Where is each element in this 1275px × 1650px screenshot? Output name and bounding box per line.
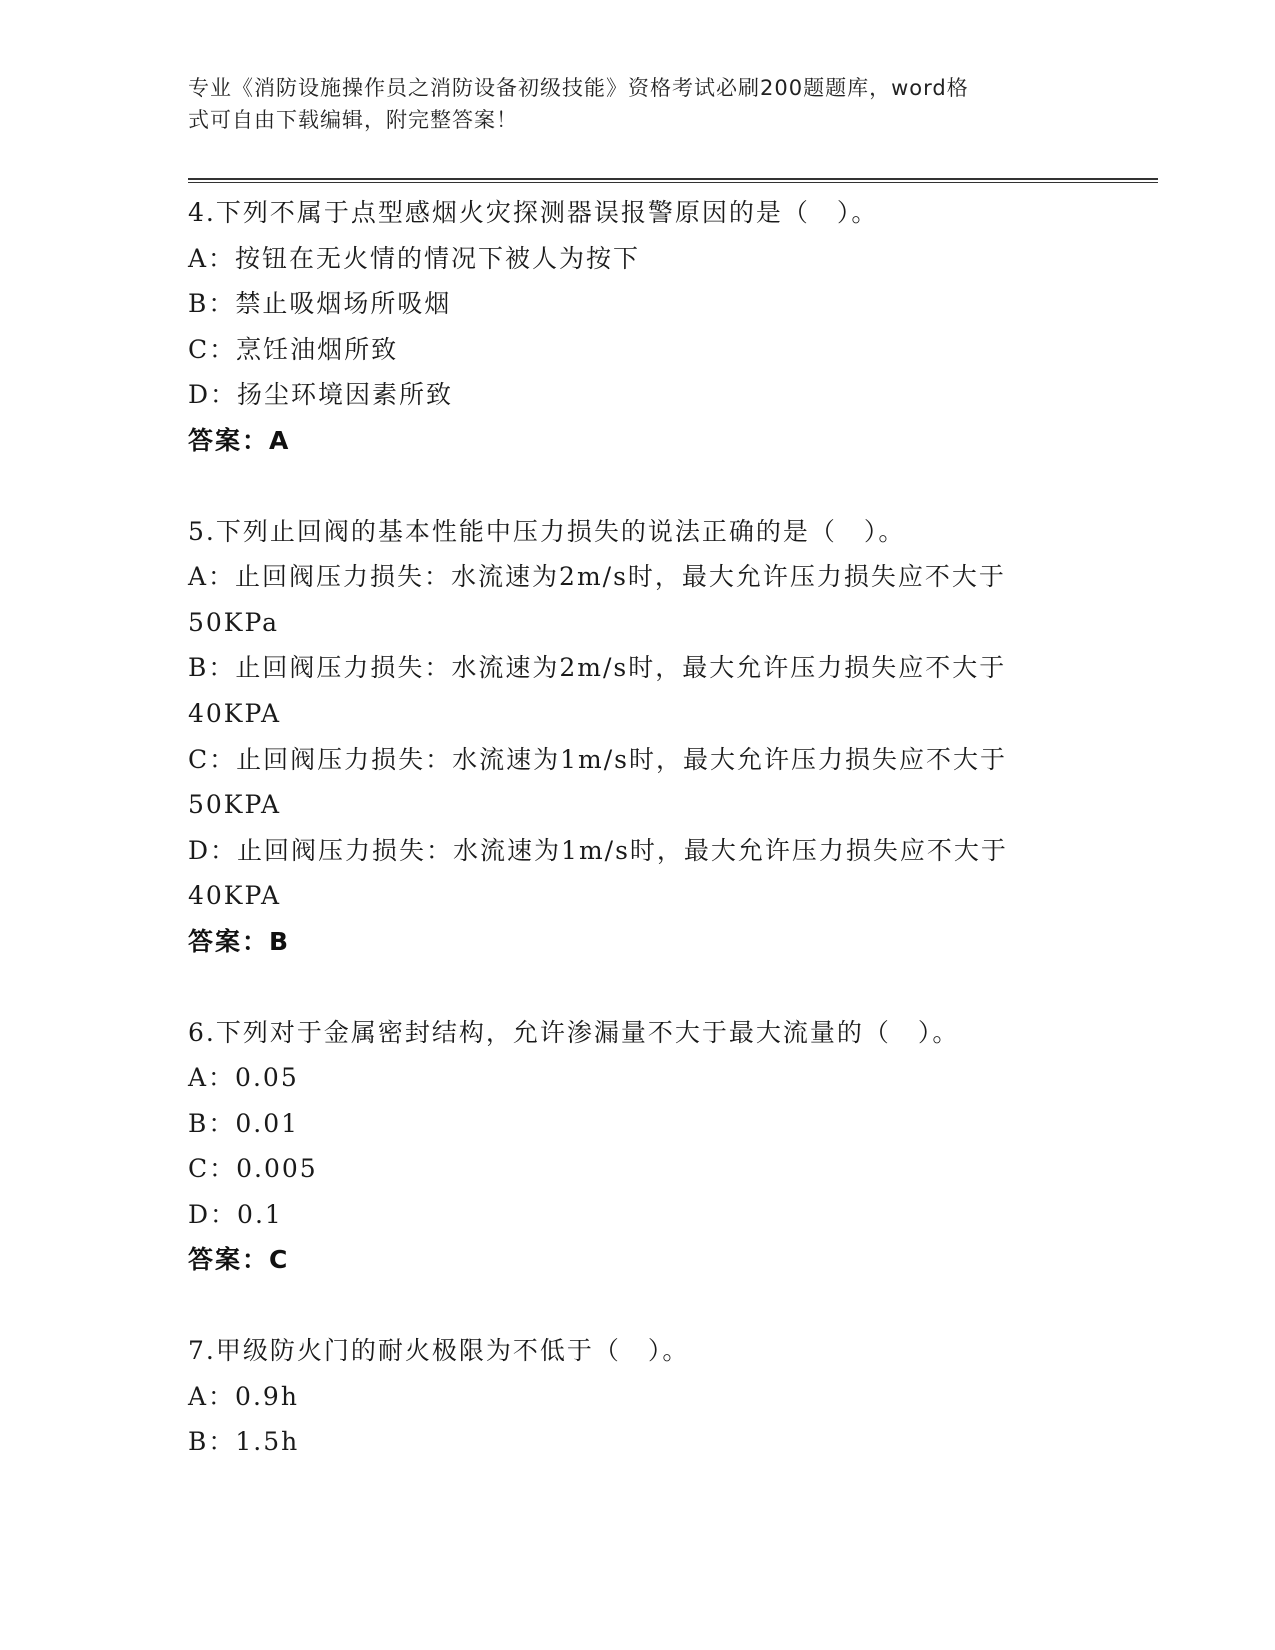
option-b: B：0.01 [188,1108,300,1138]
document-header [188,72,1088,136]
option-a: A：按钮在无火情的情况下被人为按下 [188,243,641,273]
option-c: C：止回阀压力损失：水流速为1m/s时，最大允许压力损失应不大于50KPA [188,744,1007,820]
option-b: B：1.5h [188,1427,300,1457]
option-a: A：0.05 [188,1063,299,1093]
question-stem: 4.下列不属于点型感烟火灾探测器误报警原因的是（ ）。 [188,198,879,227]
question-list [188,190,1088,1510]
answer: 答案：A [188,425,291,455]
option-a: A：止回阀压力损失：水流速为2m/s时，最大允许压力损失应不大于50KPa [188,562,1006,637]
option-d: D：扬尘环境因素所致 [188,380,454,410]
option-d: D：止回阀压力损失：水流速为1m/s时，最大允许压力损失应不大于40KPA [188,835,1008,911]
question-stem: 7.甲级防火门的耐火极限为不低于（ ）。 [188,1336,690,1366]
answer: 答案：C [188,1245,290,1275]
header-title-line-2: 式可自由下载编辑，附完整答案！ [188,108,518,132]
question-stem: 5.下列止回阀的基本性能中压力损失的说法正确的是（ ）。 [188,516,906,546]
answer: 答案：B [188,926,291,956]
header-divider [188,178,1158,183]
question-5 [188,509,1088,965]
question-6 [188,1010,1088,1284]
question-7 [188,1328,1088,1465]
question-stem: 6.下列对于金属密封结构，允许渗漏量不大于最大流量的（ ）。 [188,1017,960,1047]
option-b: B：禁止吸烟场所吸烟 [188,289,452,319]
header-title-line-1: 专业《消防设施操作员之消防设备初级技能》资格考试必刷200题题库，word格 [188,76,969,100]
question-4 [188,190,1088,464]
option-c: C：烹饪油烟所致 [188,334,399,364]
option-d: D：0.1 [188,1199,283,1229]
option-b: B：止回阀压力损失：水流速为2m/s时，最大允许压力损失应不大于40KPA [188,653,1007,728]
option-a: A：0.9h [188,1381,299,1411]
option-c: C：0.005 [188,1154,318,1184]
